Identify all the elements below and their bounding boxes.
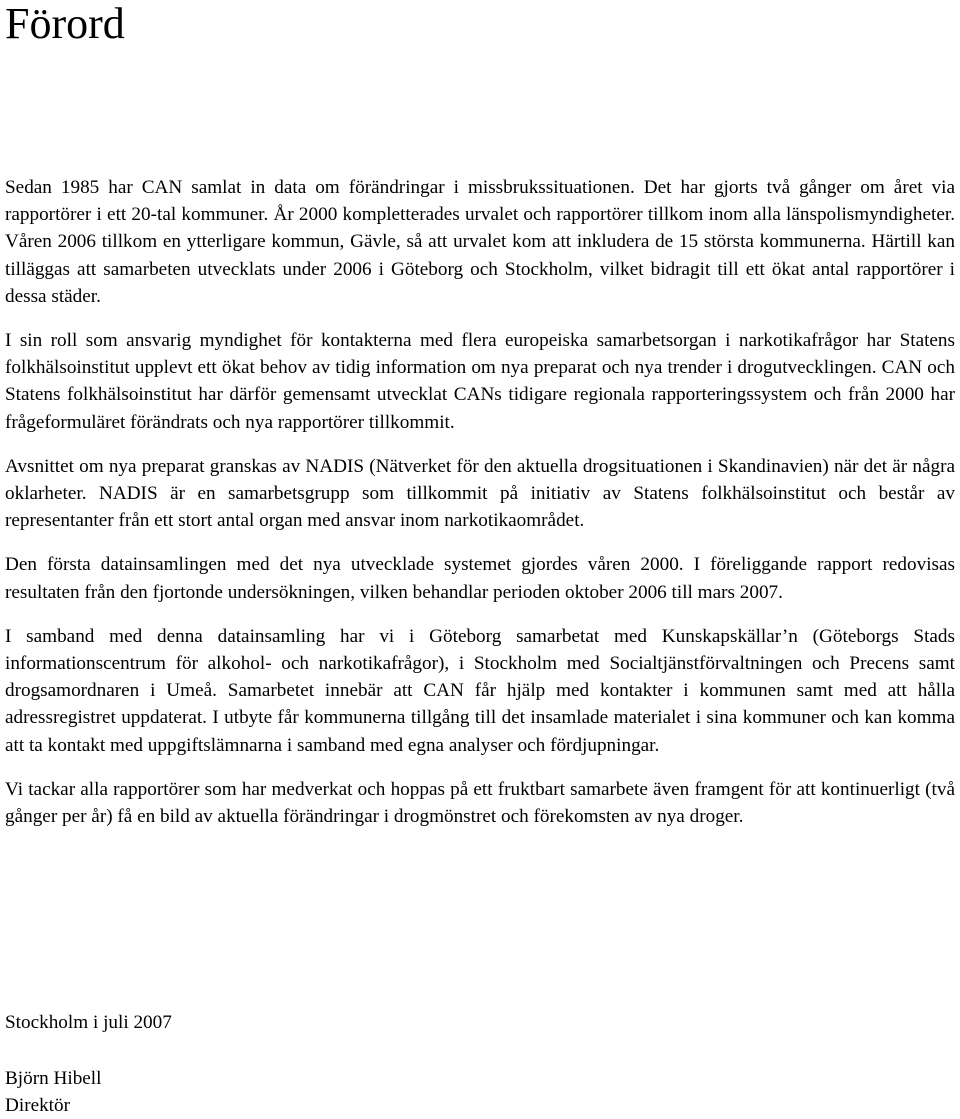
document-body <box>5 174 955 847</box>
paragraph-1: Sedan 1985 har CAN samlat in data om förändringar i missbrukssituationen. Det har gjorts två gånger om året via rapportörer i ett 20-tal kommuner. År 2000 kompletterades urvalet och rapportörer tillkom inom alla länspolismyndigheter. Våren 2006 tillkom en ytterligare kommun, Gävle, så att urvalet kom att inkludera de 15 största kommunerna. Härtill kan tilläggas att samarbeten utvecklats under 2006 i Göteborg och Stockholm, vilket bidragit till ett ökat antal rapportörer i dessa städer. <box>5 177 955 307</box>
paragraph-5: I samband med denna datainsamling har vi i Göteborg samarbetat med Kunskapskällar’n (Göteborgs Stads informationscentrum för alkohol- och narkotikafrågor), i Stockholm med Socialtjänstförvaltningen och Precens samt drogsamordnaren i Umeå. Samarbetet innebär att CAN får hjälp med kontakter i kommunen samt med att hålla adressregistret uppdaterat. I utbyte får kommunerna tillgång till det insamlade materialet i sina kommuner och kan komma att ta kontakt med uppgiftslämnarna i samband med egna analyser och fördjupningar. <box>5 625 955 756</box>
paragraph-2: I sin roll som ansvarig myndighet för kontakterna med flera europeiska samarbetsorgan i narkotikafrågor har Statens folkhälsoinstitut upplevt ett ökat behov av tidig information om nya preparat och nya trender i drogutvecklingen. CAN och Statens folkhälsoinstitut har därför gemensamt utvecklat CANs tidigare regionala rapporteringssystem och från 2000 har frågeformuläret förändrats och nya rapportörer tillkommit. <box>5 330 955 433</box>
paragraph-6: Vi tackar alla rapportörer som har medverkat och hoppas på ett fruktbart samarbete även framgent för att kontinuerligt (två gånger per år) få en bild av aktuella förändringar i drogmönstret och förekomsten av nya droger. <box>5 778 955 828</box>
signature-title: Direktör <box>5 1095 71 1116</box>
paragraph-3: Avsnittet om nya preparat granskas av NADIS (Nätverket för den aktuella drogsituationen i Skandinavien) när det är några oklarheter. NADIS är en samarbetsgrupp som tillkommit på initiativ av Statens folkhälsoinstitut och består av representanter från ett stort antal organ med ansvar inom narkotikaområdet. <box>5 455 955 532</box>
signature-block <box>5 1065 101 1119</box>
paragraph-4: Den första datainsamlingen med det nya utvecklade systemet gjordes våren 2000. I föreliggande rapport redovisas resultaten från den fjortonde undersökningen, vilken behandlar perioden oktober 2006 till mars 2007. <box>5 554 955 603</box>
signature-name: Björn Hibell <box>5 1068 102 1089</box>
place-date: Stockholm i juli 2007 <box>5 1012 172 1033</box>
page-title: Förord <box>5 0 125 48</box>
